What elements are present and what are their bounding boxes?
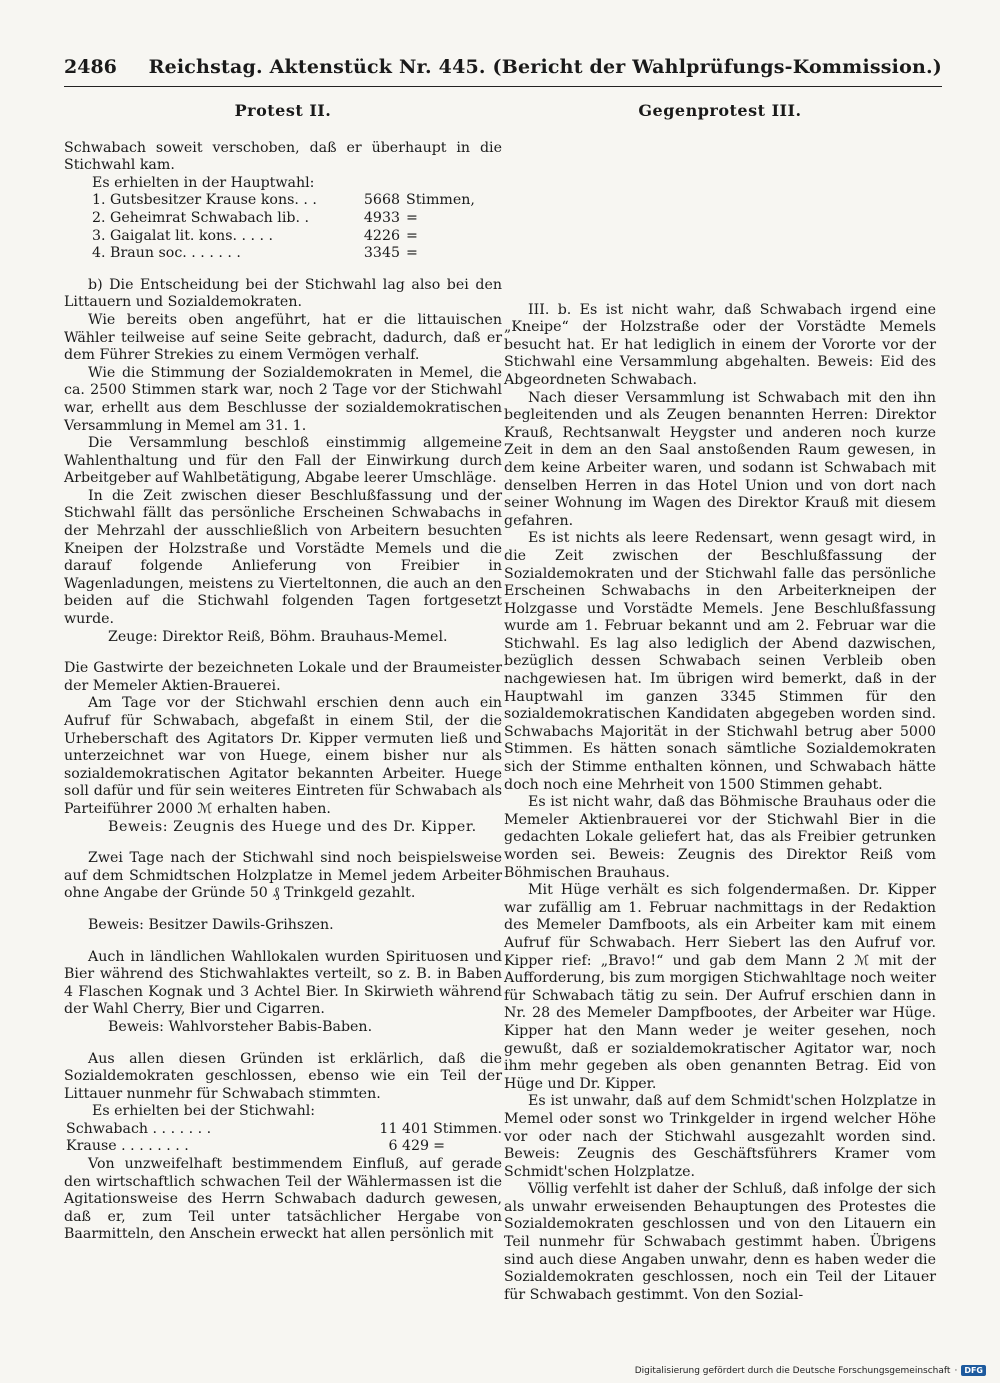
- unit: =: [406, 227, 418, 244]
- paragraph: Die Versammlung beschloß einstimmig allgemeine Wahlenthaltung und für den Fall der Einwirkung durch Arbeitgeber auf Wahlbetätigung, Abgabe leerer Umschläge.: [64, 435, 502, 487]
- paragraph: Am Tage vor der Stichwahl erschien denn auch ein Aufruf für Schwabach, abgefaßt in einem Stil, der die Urheberschaft des Agitators Dr. Kipper vermuten ließ und unterzeichnet war von Huege, einem bisher nur als sozialdemokratischen Agitator bekannten Arbeiter. Huege soll dafür und für sein weiteres Eintreten für Schwabach als Parteiführer 2000 ℳ erhalten haben.: [64, 695, 502, 817]
- vote-count: 4226: [363, 227, 400, 244]
- paragraph: Zwei Tage nach der Stichwahl sind noch beispielsweise auf dem Schmidtschen Holzplatze in Memel jedem Arbeiter ohne Angabe der Gründe 50 ₰ Trinkgeld gezahlt.: [64, 850, 502, 902]
- candidate: Krause . . . . . . . .: [66, 1138, 189, 1155]
- main-election-results: [92, 192, 475, 262]
- runoff-results: [66, 1121, 502, 1156]
- paragraph: Es ist unwahr, daß auf dem Schmidt'schen Holzplatze in Memel oder sonst wo Trinkgelder in irgend welcher Höhe vor oder nach der Stichwahl ausgezahlt worden sind. Beweis: Zeugnis des Geschäftsführers Kramer vom Schmidt'schen Holzplatze.: [504, 1093, 936, 1180]
- right-column: [504, 98, 936, 1304]
- unit: =: [406, 209, 418, 226]
- paragraph: Wie die Stimmung der Sozialdemokraten in Memel, die ca. 2500 Stimmen stark war, noch 2 Tage vor der Stichwahl war, erhellt aus dem Beschlusse der sozialdemokratischen Versammlung in Memel am 31. 1.: [64, 364, 502, 434]
- unit: Stimmen.: [433, 1120, 502, 1137]
- protest-title: Protest II.: [234, 101, 332, 120]
- running-header: [64, 56, 942, 87]
- evidence-note: Beweis: Wahlvorsteher Babis-Baben.: [108, 1018, 373, 1035]
- unit: =: [433, 1138, 445, 1155]
- paragraph: Schwabach soweit verschoben, daß er überhaupt in die Stichwahl kam.: [64, 139, 502, 174]
- paragraph: Von unzweifelhaft bestimmendem Einfluß, auf gerade den wirtschaftlich schwachen Teil der Wählermassen ist die Agitationsweise des Herrn Schwabach dadurch gewesen, daß er, zum Teil unter tatsächlicher Hergabe von Baarmitteln, den Anschein erweckt hat allen persönlich mit: [64, 1156, 502, 1243]
- result-row: [66, 1138, 502, 1156]
- left-column: [64, 98, 502, 1244]
- candidate: 2. Geheimrat Schwabach lib. .: [92, 209, 309, 226]
- result-row: [92, 210, 475, 228]
- result-row: [92, 245, 475, 263]
- evidence-note: Beweis: Besitzer Dawils-Grihszen.: [88, 916, 334, 933]
- votes-intro: Es erhielten in der Hauptwahl:: [92, 174, 315, 191]
- credit-text: Digitalisierung gefördert durch die Deutsche Forschungsgemeinschaft: [634, 1365, 951, 1376]
- paragraph: In die Zeit zwischen dieser Beschlußfassung und der Stichwahl fällt das persönliche Erscheinen Schwabachs in der Mehrzahl der ausschließlich von Arbeitern besuchten Kneipen der Holzstraße und Vorstädte Memels und die darauf folgende Anlieferung von Freibier in Wagenladungen, meistens zu Vierteltonnen, die auch an den beiden auf die Stichwahl folgenden Tagen fortgesetzt wurde.: [64, 487, 502, 628]
- witness-note: Zeuge: Direktor Reiß, Böhm. Brauhaus-Memel.: [108, 628, 448, 645]
- vote-count: 3345: [363, 245, 400, 262]
- candidate: 4. Braun soc. . . . . . .: [92, 245, 241, 262]
- runoff-intro: Es erhielten bei der Stichwahl:: [92, 1103, 316, 1120]
- candidate: 1. Gutsbesitzer Krause kons. . .: [92, 192, 317, 209]
- candidate: Schwabach . . . . . . .: [66, 1120, 212, 1137]
- paragraph: Nach dieser Versammlung ist Schwabach mit den ihn begleitenden und als Zeugen benannten Herren: Direktor Krauß, Rechtsanwalt Heygster und anderen noch kurze Zeit in dem an den Saal anstoßenden Raum gewesen, in dem keine Arbeiter waren, und sodann ist Schwabach mit denselben Herren in das Hotel Union und von dort nach seiner Wohnung im Wagen des Direktor Krauß mit diesem gefahren.: [504, 389, 936, 529]
- spacer: [504, 140, 936, 302]
- unit: Stimmen,: [406, 192, 475, 209]
- candidate: 3. Gaigalat lit. kons. . . . .: [92, 227, 274, 244]
- vote-count: 11 401: [379, 1120, 430, 1137]
- paragraph: Wie bereits oben angeführt, hat er die littauischen Wähler teilweise auf seine Seite gebracht, dadurch, daß er dem Führer Strekies zu einem Vermögen verhalf.: [64, 311, 502, 364]
- result-row: [92, 192, 475, 210]
- separator: ·: [954, 1365, 958, 1376]
- result-row: [92, 228, 475, 246]
- paragraph: b) Die Entscheidung bei der Stichwahl lag also bei den Littauern und Sozialdemokraten.: [64, 276, 502, 311]
- vote-count: 5668: [363, 192, 400, 209]
- dfg-logo-icon: DFG: [961, 1365, 986, 1376]
- unit: =: [406, 245, 418, 262]
- page-number: 2486: [64, 56, 117, 78]
- result-row: [66, 1121, 502, 1139]
- vote-count: 6 429: [388, 1138, 430, 1155]
- paragraph: Mit Hüge verhält es sich folgendermaßen. Dr. Kipper war zufällig am 1. Februar nachmittags in der Redaktion des Memeler Damfboots, als ein Arbeiter kam mit einem Aufruf für Schwabach. Herr Siebert las den Aufruf vor. Kipper rief: „Bravo!“ und gab dem Mann 2 ℳ mit der Aufforderung, bis zum morgigen Stichwahltage noch weiter für Schwabach tätig zu sein. Der Aufruf erschien dann in Nr. 28 des Memeler Dampfbootes, der Arbeiter war Hüge. Kipper hat den Mann weder je weiter gesehen, noch gewußt, daß er sozialdemokratischer Agitator war, noch ihm mehr gegeben als oben genannten Betrag. Eid von Hüge und Dr. Kipper.: [504, 882, 936, 1092]
- paragraph: Es ist nichts als leere Redensart, wenn gesagt wird, in die Zeit zwischen der Beschlußfassung der Sozialdemokraten und der Stichwahl falle das persönliche Erscheinen Schwabachs in den Arbeiterkneipen der Holzgasse und Vorstädte Memels. Jene Beschlußfassung wurde am 1. Februar bekannt und am 2. Februar war die Stichwahl. Es lag also lediglich der Abend dazwischen, bezüglich dessen Schwabach seinen Verbleib oben nachgewiesen hat. Im übrigen wird bemerkt, daß in der Hauptwahl im ganzen 3345 Stimmen für den sozialdemokratischen Kandidaten abgegeben worden sind. Schwabachs Majorität in der Stichwahl betrug aber 5000 Stimmen. Es hätten sonach sämtliche Sozialdemokraten sich der Stimme enthalten können, und Schwabach hätte doch noch eine Mehrheit von 1500 Stimmen gehabt.: [504, 530, 936, 793]
- evidence-note: Beweis: Zeugnis des Huege und des Dr. Kipper.: [108, 818, 477, 835]
- paragraph: Es ist nicht wahr, daß das Böhmische Brauhaus oder die Memeler Aktienbrauerei vor der Stichwahl Bier in die gedachten Lokale geliefert hat, das als Freibier getrunken worden sei. Beweis: Zeugnis des Direktor Reiß vom Böhmischen Brauhaus.: [504, 794, 936, 881]
- running-title: Reichstag. Aktenstück Nr. 445. (Bericht der Wahlprüfungs-Kommission.): [148, 56, 942, 78]
- paragraph: Aus allen diesen Gründen ist erklärlich, daß die Sozialdemokraten geschlossen, ebenso wie ein Teil der Littauer nunmehr für Schwabach stimmten.: [64, 1050, 502, 1102]
- counter-protest-title: Gegenprotest III.: [638, 101, 802, 120]
- paragraph: Die Gastwirte der bezeichneten Lokale und der Braumeister der Memeler Aktien-Brauerei.: [64, 660, 502, 694]
- vote-count: 4933: [363, 209, 400, 226]
- paragraph: III. b. Es ist nicht wahr, daß Schwabach irgend eine „Kneipe“ der Holzstraße oder der Vorstädte Memels besucht hat. Er hat lediglich in einem der Vororte vor der Stichwahl eine Versammlung abgehalten. Beweis: Eid des Abgeordneten Schwabach.: [504, 301, 936, 388]
- paragraph: Völlig verfehlt ist daher der Schluß, daß infolge der sich als unwahr erweisenden Behauptungen des Protestes die Sozialdemokraten geschlossen und von den Litauern ein Teil nunmehr für Schwabach gestimmt haben. Übrigens sind auch diese Angaben unwahr, denn es haben weder die Sozialdemokraten geschlossen, noch ein Teil der Litauer für Schwabach gestimmt. Von den Sozial-: [504, 1181, 936, 1303]
- digitization-credit: [635, 1365, 986, 1376]
- paragraph: Auch in ländlichen Wahllokalen wurden Spirituosen und Bier während des Stichwahlaktes verteilt, so z. B. in Baben 4 Flaschen Kognak und 3 Achtel Bier. In Skirwieth während der Wahl Cherry, Bier und Cigarren.: [64, 948, 502, 1018]
